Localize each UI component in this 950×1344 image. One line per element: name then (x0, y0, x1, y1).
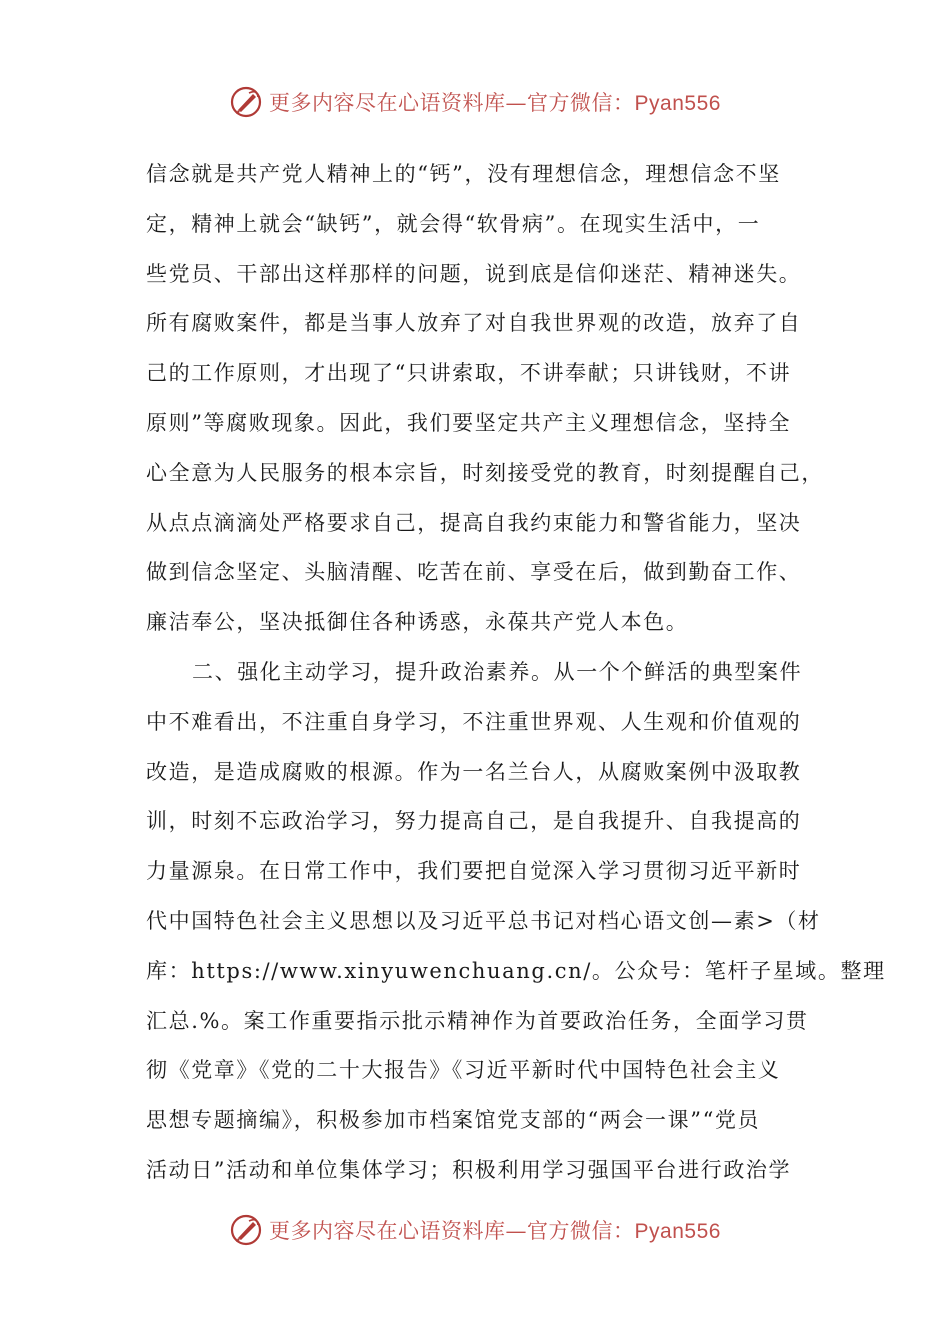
paragraph-line: 原则”等腐败现象。因此，我们要坚定共产主义理想信念，坚持全 (146, 410, 792, 435)
quill-logo-icon (229, 85, 263, 119)
paragraph-line: 做到信念坚定、头脑清醒、吃苦在前、享受在后，做到勤奋工作、 (146, 560, 802, 585)
section-heading-line: 二、强化主动学习，提升政治素养。从一个个鲜活的典型案件 (192, 659, 803, 684)
paragraph-line: 心全意为人民服务的根本宗旨，时刻接受党的教育，时刻提醒自己， (146, 460, 824, 485)
paragraph-line: 改造，是造成腐败的根源。作为一名兰台人，从腐败案例中汲取教 (146, 759, 802, 784)
paragraph-line: 训，时刻不忘政治学习，努力提高自己，是自我提升、自我提高的 (146, 809, 802, 834)
paragraph-line: 彻《党章》《党的二十大报告》《习近平新时代中国特色社会主义 (146, 1058, 781, 1083)
header-banner-text: 更多内容尽在心语资料库—官方微信：Pyan556 (269, 91, 721, 115)
paragraph-line: 些党员、干部出这样那样的问题，说到底是信仰迷茫、精神迷失。 (146, 261, 802, 286)
footer-banner-text: 更多内容尽在心语资料库—官方微信：Pyan556 (269, 1219, 721, 1243)
paragraph-line: 定，精神上就会“缺钙”，就会得“软骨病”。在现实生活中，一 (146, 211, 761, 236)
paragraph-line: 所有腐败案件，都是当事人放弃了对自我世界观的改造，放弃了自 (146, 311, 802, 336)
document-body (146, 150, 886, 1196)
paragraph-line: 中不难看出，不注重自身学习，不注重世界观、人生观和价值观的 (146, 709, 802, 734)
footer-wechat-id: Pyan556 (634, 1220, 721, 1243)
header-wechat-id: Pyan556 (634, 92, 721, 115)
paragraph-line: 己的工作原则，才出现了“只讲索取，不讲奉献；只讲钱财，不讲 (146, 361, 792, 386)
paragraph-line: 从点点滴滴处严格要求自己，提高自我约束能力和警省能力，坚决 (146, 510, 802, 535)
footer-banner (0, 1210, 950, 1250)
paragraph-line: 廉洁奉公，坚决抵御住各种诱惑，永葆共产党人本色。 (146, 610, 689, 635)
paragraph-line: 库：https://www.xinyuwenchuang.cn/。公众号：笔杆子星域。整理 (146, 958, 886, 983)
quill-logo-icon (229, 1213, 263, 1247)
header-banner (0, 82, 950, 122)
paragraph-line: 汇总.%。案工作重要指示批示精神作为首要政治任务，全面学习贯 (146, 1008, 809, 1033)
paragraph-line: 思想专题摘编》，积极参加市档案馆党支部的“两会一课”“党员 (146, 1108, 761, 1133)
paragraph-line: 力量源泉。在日常工作中，我们要把自觉深入学习贯彻习近平新时 (146, 859, 802, 884)
paragraph-line: 信念就是共产党人精神上的“钙”，没有理想信念，理想信念不坚 (146, 162, 781, 186)
paragraph-line: 代中国特色社会主义思想以及习近平总书记对档心语文创—素>（材 (146, 908, 821, 933)
paragraph-line: 活动日”活动和单位集体学习；积极利用学习强国平台进行政治学 (146, 1157, 792, 1182)
